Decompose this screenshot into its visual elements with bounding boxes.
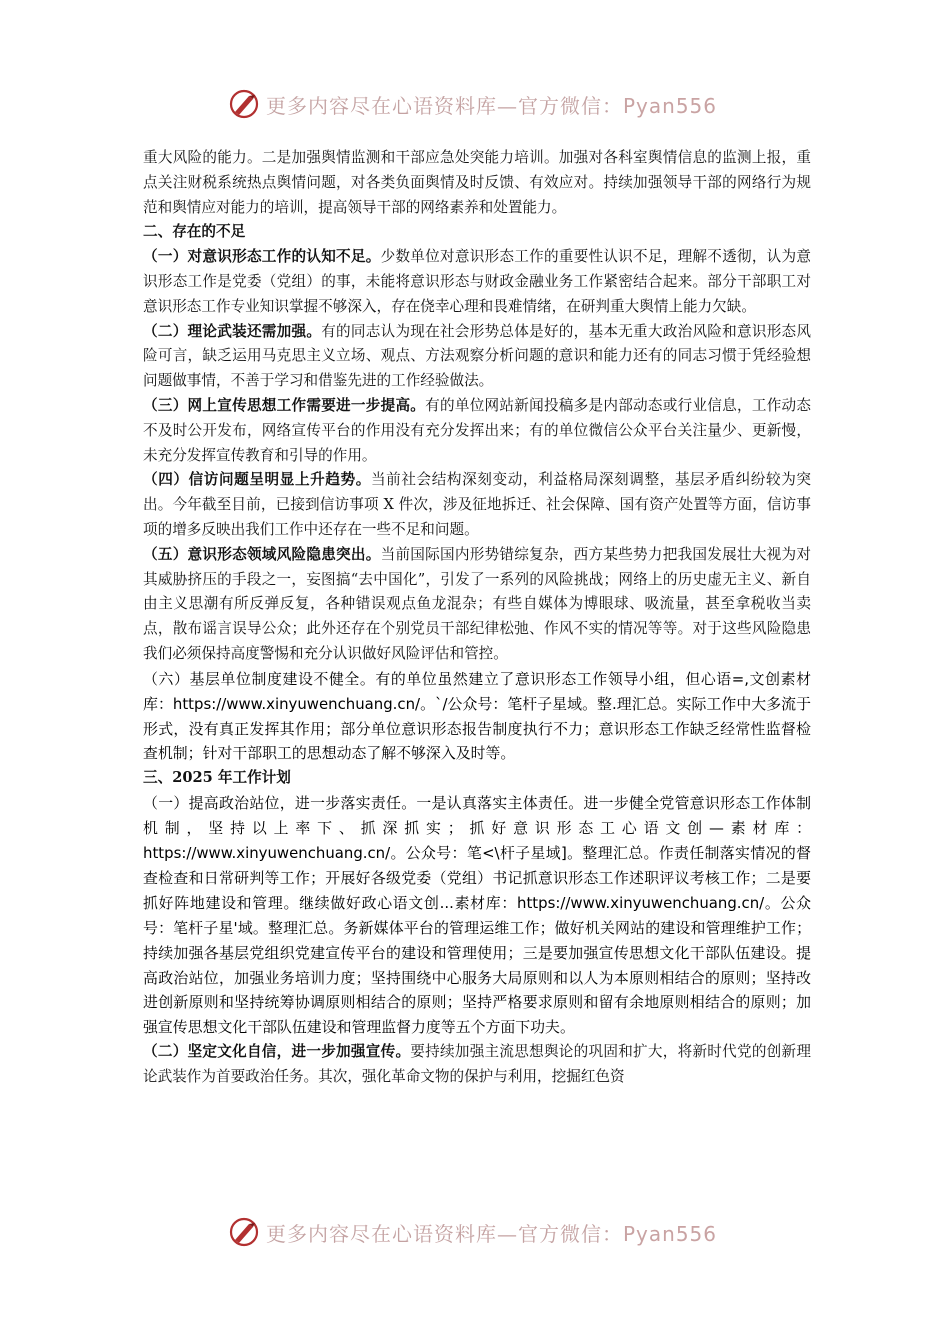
subsection-title: （三）网上宣传思想工作需要进一步提高。: [143, 396, 426, 414]
paragraph: （六）基层单位制度建设不健全。有的单位虽然建立了意识形态工作领导小组，但心语=,文创素材库：https://www.xinyuwenchuang.cn/。`/公众号：笔杆子星域。整.理汇总。实际工作中大多流于形式，没有真正发挥其作用；部分单位意识形态报告制度执行不力；意识形态工作缺乏经常性监督检查机制；针对干部职工的思想动态了解不够深入及时等。: [143, 669, 811, 763]
watermark-text: 更多内容尽在心语资料库—官方微信：Pyan556: [266, 93, 718, 118]
subsection-title: （二）坚定文化自信，进一步加强宣传。: [143, 1043, 411, 1061]
subsection-title: （一）对意识形态工作的认知不足。: [143, 248, 381, 266]
paragraph: 重大风险的能力。二是加强舆情监测和干部应急处突能力培训。加强对各科室舆情信息的监测上报，重点关注财税系统热点舆情问题，对各类负面舆情及时反馈、有效应对。持续加强领导干部的网络行为规范和舆情应对能力的培训，提高领导干部的网络素养和处置能力。: [143, 149, 811, 216]
paragraph: （四）信访问题呈明显上升趋势。当前社会结构深刻变动，利益格局深刻调整，基层矛盾纠纷较为突出。今年截至目前，已接到信访事项 X 件次，涉及征地拆迁、社会保障、国有资产处置等方面，信访事项的增多反映出我们工作中还存在一些不足和问题。: [143, 471, 811, 538]
footer-watermark: [228, 1214, 728, 1250]
paragraph: （三）网上宣传思想工作需要进一步提高。有的单位网站新闻投稿多是内部动态或行业信息，工作动态不及时公开发布，网络宣传平台的作用没有充分发挥出来；有的单位微信公众平台关注量少、更新慢，未充分发挥宣传教育和引导的作用。: [143, 396, 811, 464]
pen-circle-logo-icon: [228, 1216, 260, 1248]
paragraph: （二）理论武装还需加强。有的同志认为现在社会形势总体是好的，基本无重大政治风险和意识形态风险可言，缺乏运用马克思主义立场、观点、方法观察分析问题的意识和能力还有的同志习惯于凭经验想问题做事情，不善于学习和借鉴先进的工作经验做法。: [143, 322, 811, 390]
header-watermark: [228, 86, 728, 122]
paragraph: （二）坚定文化自信，进一步加强宣传。要持续加强主流思想舆论的巩固和扩大，将新时代党的创新理论武装作为首要政治任务。其次，强化革命文物的保护与利用，挖掘红色资: [143, 1043, 811, 1086]
section-heading: 三、2025 年工作计划: [143, 769, 291, 787]
paragraph: （五）意识形态领域风险隐患突出。当前国际国内形势错综复杂，西方某些势力把我国发展壮大视为对其威胁挤压的手段之一，妄图搞“去中国化”，引发了一系列的风险挑战；网络上的历史虚无主义、新自由主义思潮有所反弹反复，各种错误观点鱼龙混杂；有些自媒体为博眼球、吸流量，甚至拿税收当卖点，散布谣言误导公众；此外还存在个别党员干部纪律松弛、作风不实的情况等等。对于这些风险隐患我们必须保持高度警惕和充分认识做好风险评估和管控。: [143, 545, 811, 662]
paragraph: （一）提高政治站位，进一步落实责任。一是认真落实主体责任。进一步健全党管意识形态工作体制机制，坚持以上率下、抓深抓实；抓好意识形态工心语文创—素材库：https://www.xinyuwenchuang.cn/。公众号：笔<\杆子星域]。整理汇总。作责任制落实情况的督查检查和日常研判等工作；开展好各级党委（党组）书记抓意识形态工作述职评议考核工作；二是要抓好阵地建设和管理。继续做好政心语文创...素材库：https://www.xinyuwenchuang.cn/。公众号：笔杆子星'域。整理汇总。务新媒体平台的管理运维工作；做好机关网站的建设和管理维护工作；持续加强各基层党组织党建宣传平台的建设和管理使用；三是要加强宣传思想文化干部队伍建设。提高政治站位，加强业务培训力度；坚持围绕中心服务大局原则和以人为本原则相结合的原则；坚持改进创新原则和坚持统筹协调原则相结合的原则；坚持严格要求原则和留有余地原则相结合的原则；加强宣传思想文化干部队伍建设和管理监督力度等五个方面下功夫。: [143, 794, 811, 1037]
subsection-title: （四）信访问题呈明显上升趋势。: [143, 471, 371, 489]
watermark-text: 更多内容尽在心语资料库—官方微信：Pyan556: [266, 1221, 718, 1246]
section-heading: 二、存在的不足: [143, 223, 246, 241]
paragraph: （一）对意识形态工作的认知不足。少数单位对意识形态工作的重要性认识不足，理解不透彻，认为意识形态工作是党委（党组）的事，未能将意识形态与财政金融业务工作紧密结合起来。部分干部职工对意识形态工作专业知识掌握不够深入，存在侥幸心理和畏难情绪，在研判重大舆情上能力欠缺。: [143, 248, 811, 315]
subsection-title: （二）理论武装还需加强。: [143, 322, 322, 340]
document-body: [143, 146, 811, 1090]
pen-circle-logo-icon: [228, 88, 260, 120]
subsection-title: （五）意识形态领域风险隐患突出。: [143, 545, 381, 563]
